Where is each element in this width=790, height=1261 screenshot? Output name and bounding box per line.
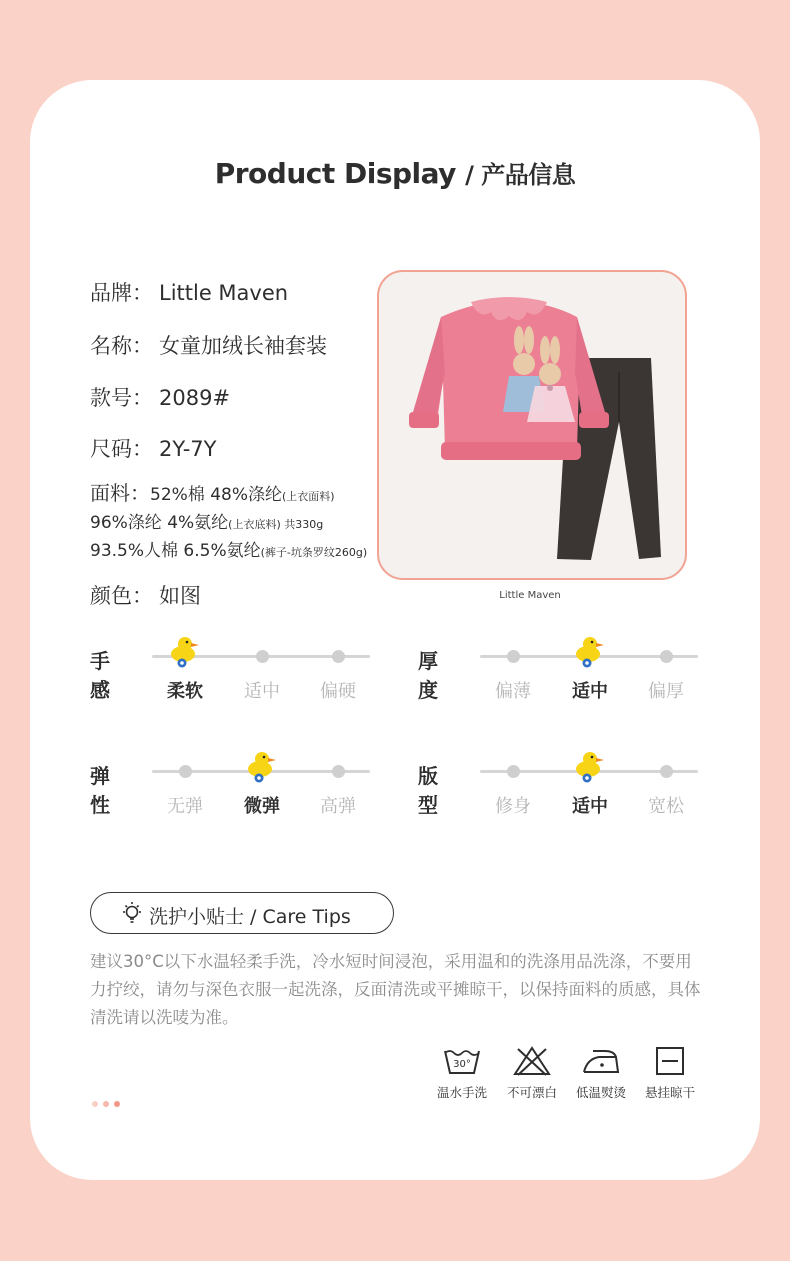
color-value: 如图 <box>159 584 201 608</box>
style-label: 款号： <box>90 386 153 410</box>
lightbulb-icon <box>121 901 143 925</box>
care-label-hang-dry: 悬挂晾干 <box>644 1085 695 1100</box>
page-dot <box>103 1101 109 1107</box>
scale-option: 适中 <box>572 681 608 702</box>
scale-option: 无弹 <box>167 796 203 817</box>
style-value: 2089# <box>159 386 231 410</box>
care-item-low-iron <box>571 1045 631 1101</box>
size-value: 2Y-7Y <box>159 437 217 461</box>
fabric-line2: 96%涤纶 4%氨纶 <box>90 513 229 533</box>
care-tips-title: 洗护小贴士 / Care Tips <box>149 906 351 928</box>
fabric-line1-note: (上衣面料) <box>281 490 335 503</box>
care-tips-text: 建议30°C以下水温轻柔手洗，冷水短时间浸泡，采用温和的洗涤用品洗涤，不要用力拧绞，请勿与深色衣服一起洗涤，反面清洗或平摊晾干，以保持面料的质感，具体清洗请以洗唛为准。 <box>90 952 701 1027</box>
page-dot <box>92 1101 98 1107</box>
fabric-line3-note: (裤子-坑条罗纹260g) <box>260 546 368 559</box>
title-en: Product Display <box>214 157 456 190</box>
size-row <box>90 433 216 463</box>
duck-indicator-icon <box>168 633 202 669</box>
photo-caption: Little Maven <box>499 590 561 601</box>
scale-dot <box>256 650 269 663</box>
fabric-block <box>90 480 367 566</box>
color-row <box>90 580 201 610</box>
care-label-low-iron: 低温熨烫 <box>575 1085 626 1100</box>
scale-option: 偏厚 <box>648 681 684 702</box>
hang-dry-icon <box>650 1045 690 1077</box>
wash-temp: 30° <box>453 1059 471 1070</box>
care-item-hand-wash <box>432 1045 492 1101</box>
scale-dot <box>179 765 192 778</box>
duck-indicator-icon <box>245 748 279 784</box>
care-tips-pill <box>90 892 394 934</box>
page-title <box>0 155 790 190</box>
hand-wash-30-icon <box>442 1045 482 1077</box>
care-item-no-bleach <box>502 1045 562 1101</box>
page-dot <box>114 1101 120 1107</box>
scale-name: 版型 <box>418 764 438 817</box>
fabric-line1: 52%棉 48%涤纶 <box>150 485 282 505</box>
scale-name: 弹性 <box>90 764 110 817</box>
scale-dot <box>507 765 520 778</box>
scale-option: 微弹 <box>244 796 280 817</box>
style-row <box>90 382 230 412</box>
brand-label: 品牌： <box>90 281 153 305</box>
duck-indicator-icon <box>573 633 607 669</box>
care-label-hand-wash: 温水手洗 <box>436 1085 487 1100</box>
scale-name: 手感 <box>90 649 110 702</box>
scale-option: 宽松 <box>648 796 684 817</box>
no-bleach-icon <box>512 1045 552 1077</box>
scale-option: 偏薄 <box>495 681 531 702</box>
title-cn: / 产品信息 <box>465 161 576 189</box>
duck-indicator-icon <box>573 748 607 784</box>
care-item-hang-dry <box>640 1045 700 1101</box>
scale-name: 厚度 <box>418 649 438 702</box>
scale-dot <box>507 650 520 663</box>
fabric-label: 面料： <box>90 481 150 505</box>
name-row <box>90 330 327 360</box>
scale-option: 偏硬 <box>320 681 356 702</box>
page-dots <box>92 1092 125 1111</box>
scale-option: 适中 <box>572 796 608 817</box>
scale-dot <box>332 765 345 778</box>
scale-dot <box>660 650 673 663</box>
low-iron-icon <box>581 1045 621 1077</box>
brand-row <box>90 277 288 307</box>
name-value: 女童加绒长袖套装 <box>159 334 327 358</box>
product-photo <box>377 270 687 580</box>
color-label: 颜色： <box>90 584 153 608</box>
scale-option: 修身 <box>495 796 531 817</box>
size-label: 尺码： <box>90 437 153 461</box>
scale-option: 柔软 <box>167 681 203 702</box>
brand-value: Little Maven <box>159 281 289 305</box>
fabric-line2-note: (上衣底料) 共330g <box>228 518 324 531</box>
outfit-illustration <box>379 272 685 578</box>
care-label-no-bleach: 不可漂白 <box>506 1085 557 1100</box>
scale-dot <box>332 650 345 663</box>
scale-option: 适中 <box>244 681 280 702</box>
name-label: 名称： <box>90 334 153 358</box>
scale-option: 高弹 <box>320 796 356 817</box>
fabric-line3: 93.5%人棉 6.5%氨纶 <box>90 541 261 561</box>
scale-dot <box>660 765 673 778</box>
